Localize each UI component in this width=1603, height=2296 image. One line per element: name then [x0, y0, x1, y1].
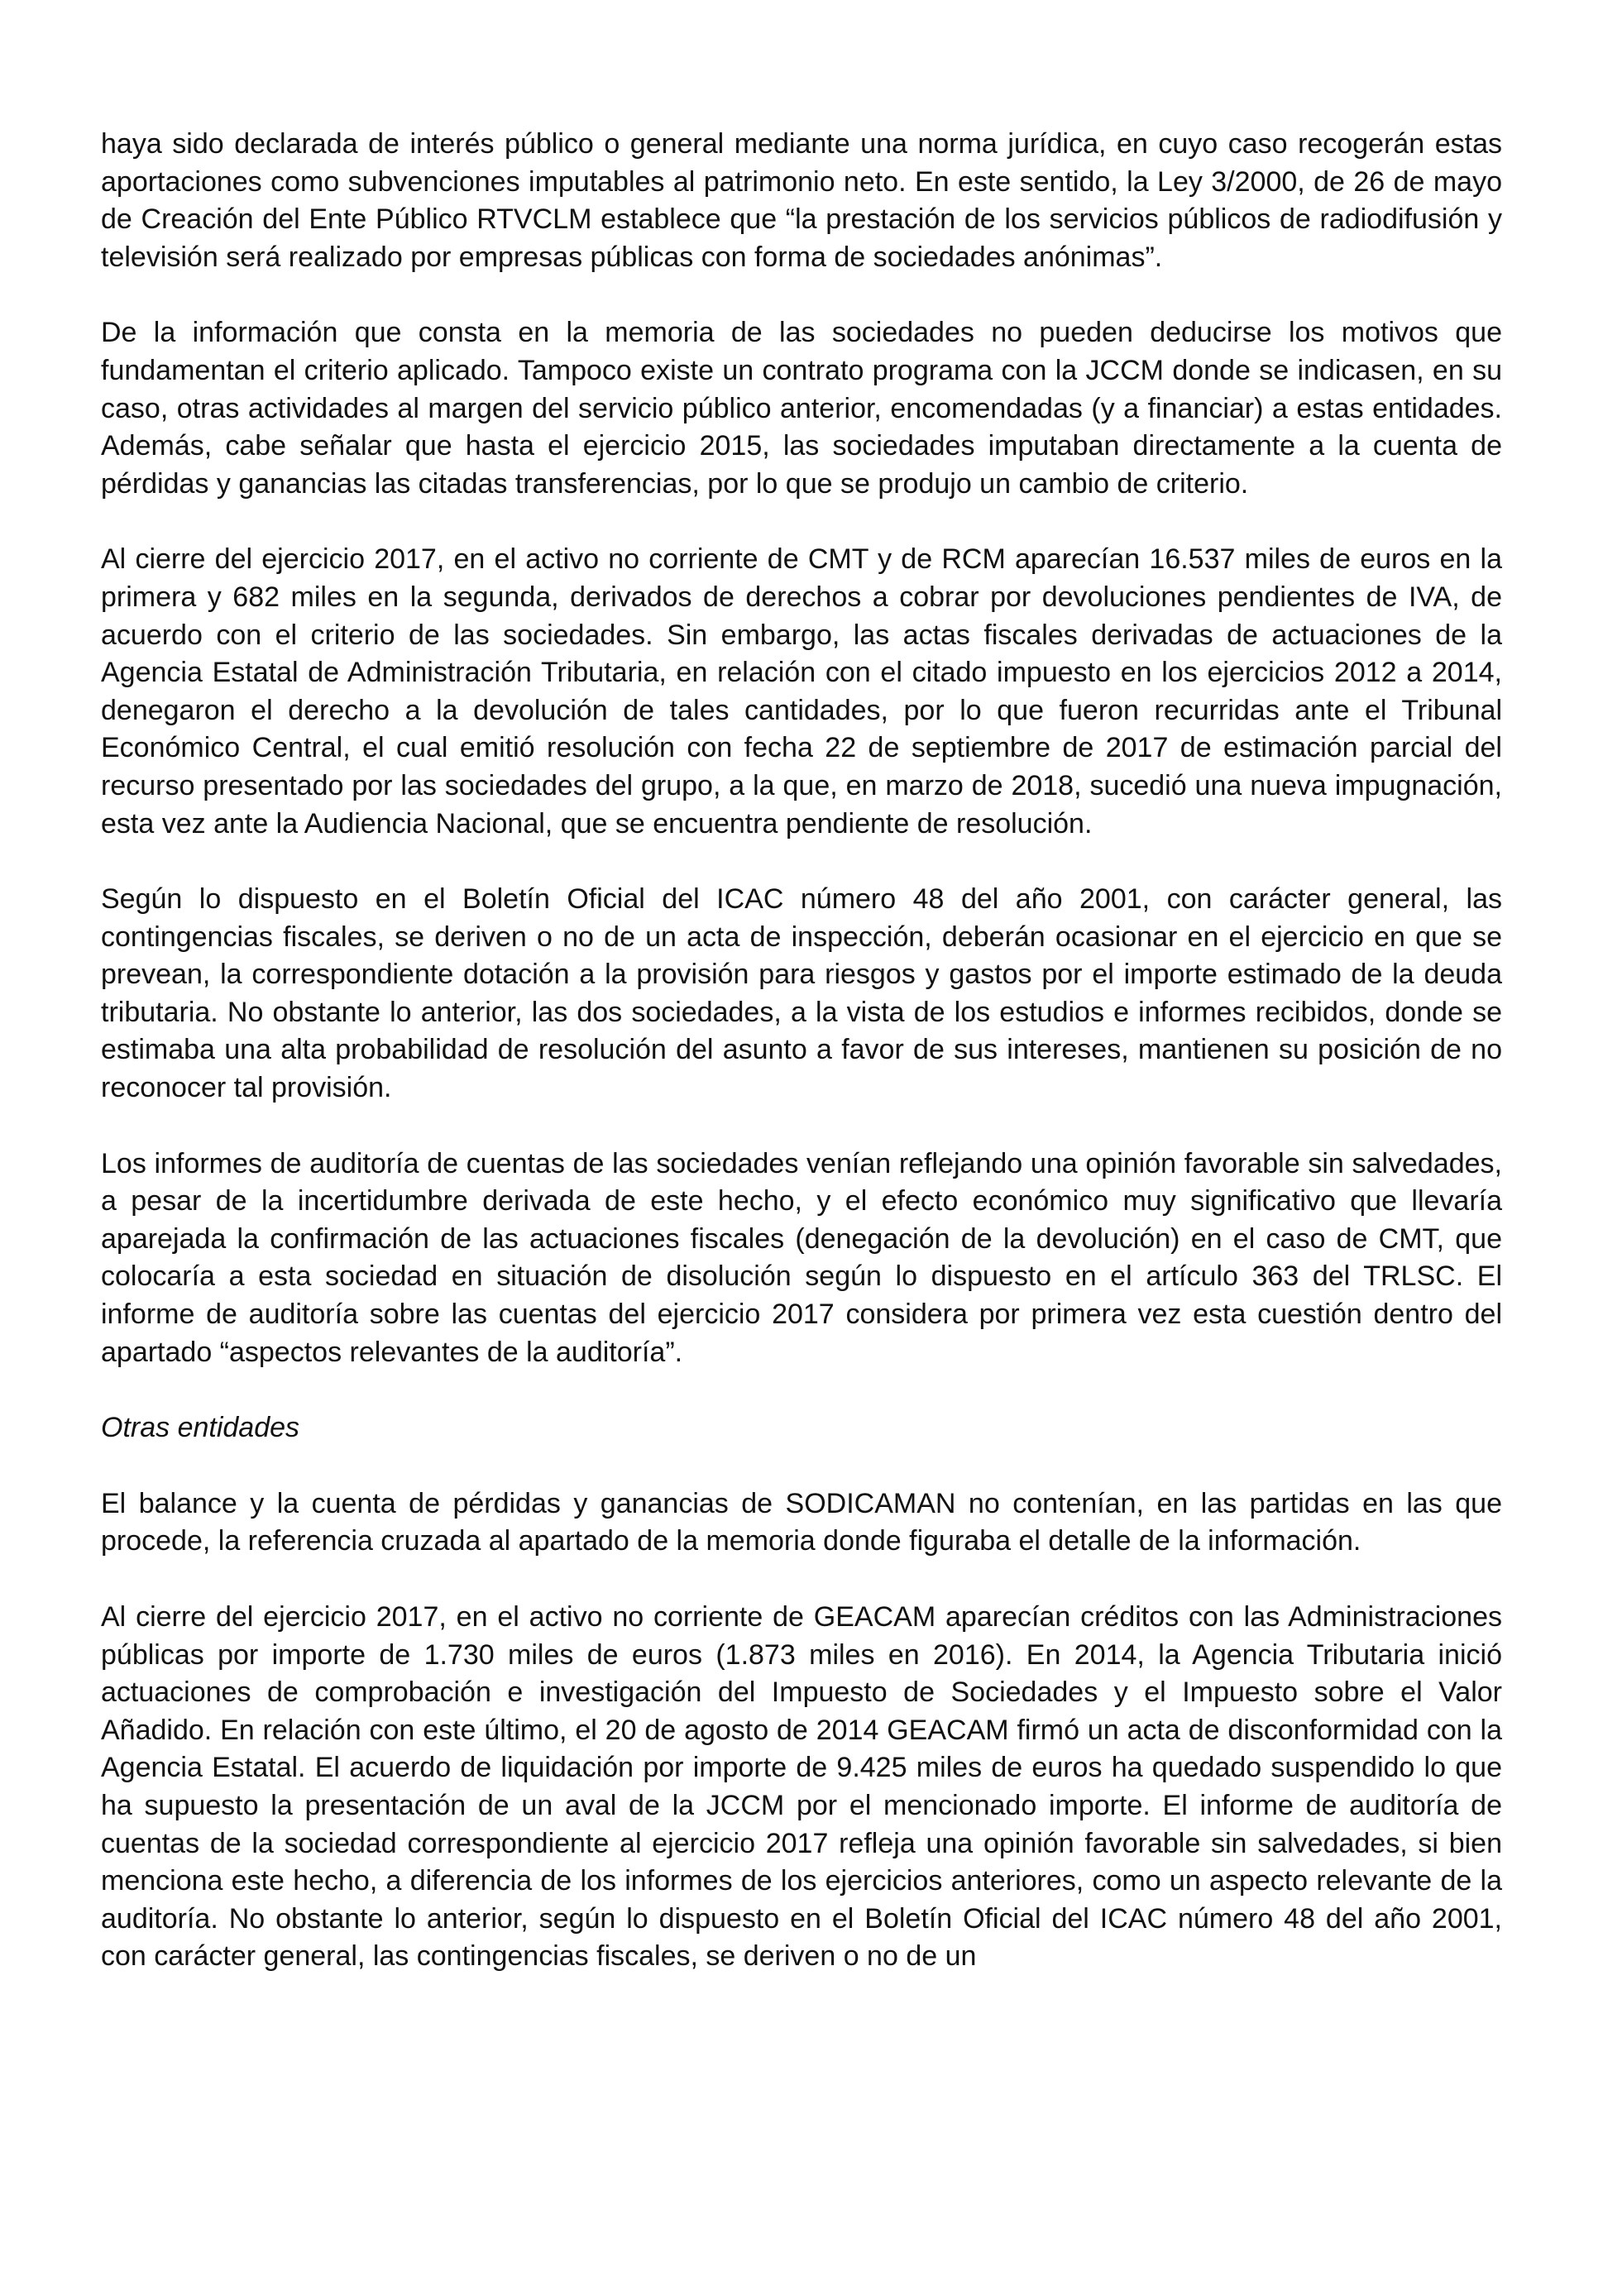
paragraph-criteria: De la información que consta en la memoria de las sociedades no pueden deducirse los motivos que fundamentan el criterio aplicado. Tampoco existe un contrato programa con la JCCM donde se indicasen, en su caso, otras actividades al margen del servicio público anterior, encomendadas (y a financiar) a estas entidades. Además, cabe señalar que hasta el ejercicio 2015, las sociedades imputaban directamente a la cuenta de pérdidas y ganancias las citadas transferencias, por lo que se produjo un cambio de criterio.	[101, 317, 1502, 500]
paragraph-icac-provision: Según lo dispuesto en el Boletín Oficial del ICAC número 48 del año 2001, con carácter general, las contingencias fiscales, se deriven o no de un acta de inspección, deberán ocasionar en el ejercicio en que se prevean, la correspondiente dotación a la provisión para riesgos y gastos por el importe estimado de la deuda tributaria. No obstante lo anterior, las dos sociedades, a la vista de los estudios e informes recibidos, donde se estimaba una alta probabilidad de resolución del asunto a favor de sus intereses, mantienen su posición de no reconocer tal provisión.	[101, 883, 1502, 1104]
paragraph-iva-rights: Al cierre del ejercicio 2017, en el activo no corriente de CMT y de RCM aparecían 16.537 miles de euros en la primera y 682 miles en la segunda, derivados de derechos a cobrar por devoluciones pendientes de IVA, de acuerdo con el criterio de las sociedades. Sin embargo, las actas fiscales derivadas de actuaciones de la Agencia Estatal de Administración Tributaria, en relación con el citado impuesto en los ejercicios 2012 a 2014, denegaron el derecho a la devolución de tales cantidades, por lo que fueron recurridas ante el Tribunal Económico Central, el cual emitió resolución con fecha 22 de septiembre de 2017 de estimación parcial del recurso presentado por las sociedades del grupo, a la que, en marzo de 2018, sucedió una nueva impugnación, esta vez ante la Audiencia Nacional, que se encuentra pendiente de resolución.	[101, 543, 1502, 839]
paragraph-audit-reports: Los informes de auditoría de cuentas de las sociedades venían reflejando una opinión favorable sin salvedades, a pesar de la incertidumbre derivada de este hecho, y el efecto económico muy significativo que llevaría aparejada la confirmación de las actuaciones fiscales (denegación de la devolución) en el caso de CMT, que colocaría a esta sociedad en situación de disolución según lo dispuesto en el artículo 363 del TRLSC. El informe de auditoría sobre las cuentas del ejercicio 2017 considera por primera vez esta cuestión dentro del apartado “aspectos relevantes de la auditoría”.	[101, 1147, 1502, 1368]
paragraph-public-interest: haya sido declarada de interés público o general mediante una norma jurídica, en cuyo caso recogerán estas aportaciones como subvenciones imputables al patrimonio neto. En este sentido, la Ley 3/2000, de 26 de mayo de Creación del Ente Público RTVCLM establece que “la prestación de los servicios públicos de radiodifusión y televisión será realizado por empresas públicas con forma de sociedades anónimas”.	[101, 128, 1502, 273]
paragraph-sodicaman: El balance y la cuenta de pérdidas y ganancias de SODICAMAN no contenían, en las partidas en las que procede, la referencia cruzada al apartado de la memoria donde figuraba el detalle de la información.	[101, 1487, 1502, 1557]
section-heading-otras-entidades: Otras entidades	[101, 1412, 300, 1444]
paragraph-geacam: Al cierre del ejercicio 2017, en el activo no corriente de GEACAM aparecían créditos con las Administraciones públicas por importe de 1.730 miles de euros (1.873 miles en 2016). En 2014, la Agencia Tributaria inició actuaciones de comprobación e investigación del Impuesto de Sociedades y el Impuesto sobre el Valor Añadido. En relación con este último, el 20 de agosto de 2014 GEACAM firmó un acta de disconformidad con la Agencia Estatal. El acuerdo de liquidación por importe de 9.425 miles de euros ha quedado suspendido lo que ha supuesto la presentación de un aval de la JCCM por el mencionado importe. El informe de auditoría de cuentas de la sociedad correspondiente al ejercicio 2017 refleja una opinión favorable sin salvedades, si bien menciona este hecho, a diferencia de los informes de los ejercicios anteriores, como un aspecto relevante de la auditoría. No obstante lo anterior, según lo dispuesto en el Boletín Oficial del ICAC número 48 del año 2001, con carácter general, las contingencias fiscales, se deriven o no de un	[101, 1601, 1502, 1973]
document-page	[101, 126, 1502, 2014]
